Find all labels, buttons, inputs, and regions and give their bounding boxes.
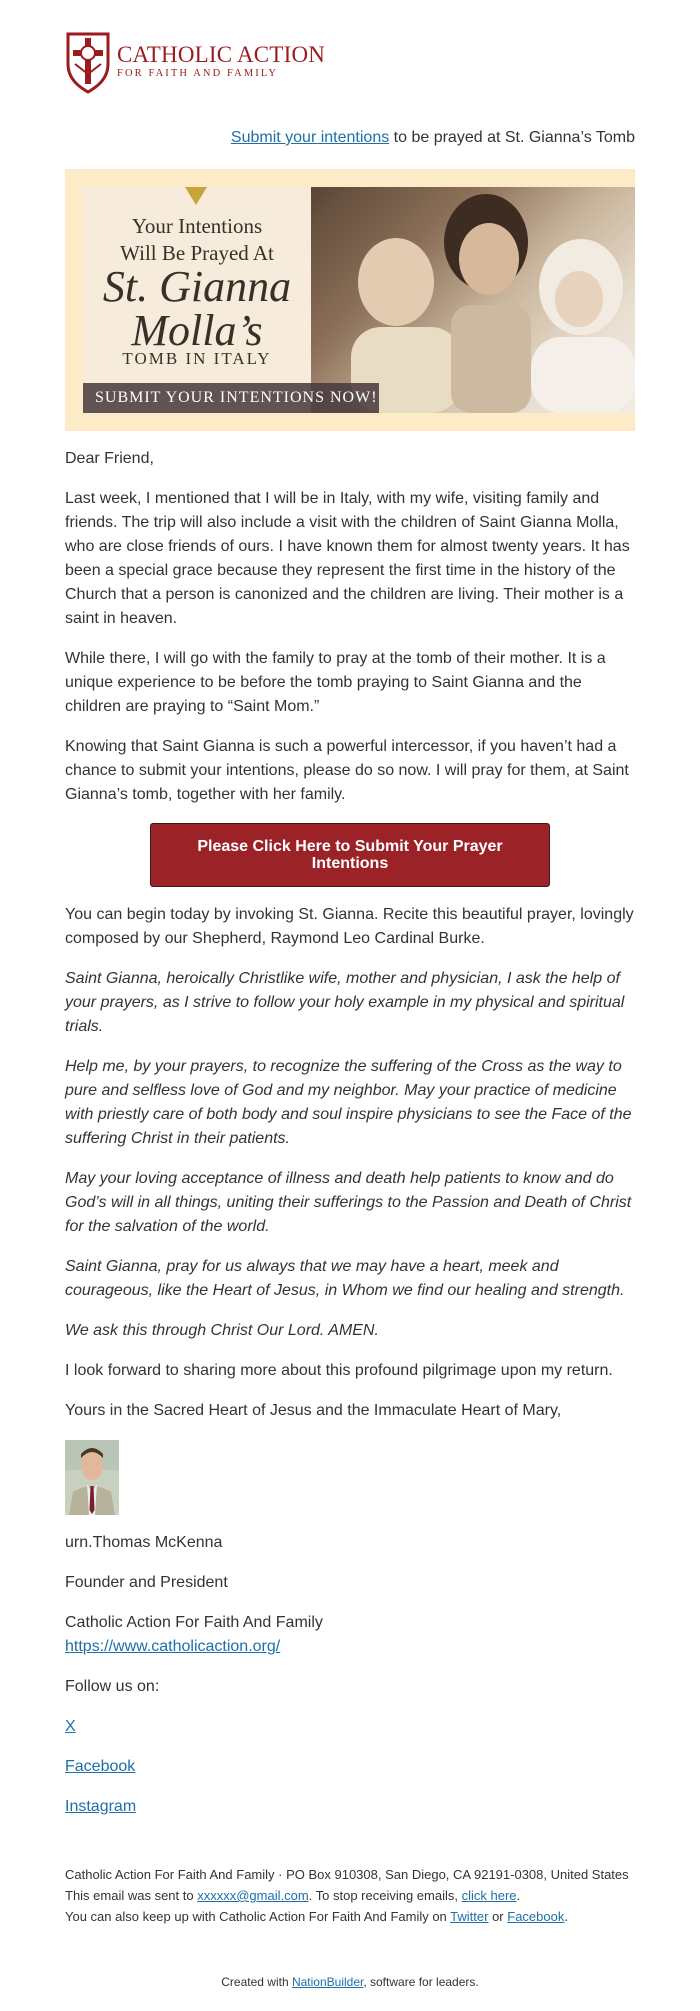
banner-cta[interactable]: SUBMIT YOUR INTENTIONS NOW! (83, 383, 379, 413)
banner-script1: St. Gianna (102, 262, 292, 311)
banner-saint-name (83, 262, 311, 355)
intentions-banner[interactable] (65, 169, 635, 431)
signature-name: urn.Thomas McKenna (65, 1534, 223, 1551)
footer-sent-line: This email was sent to xxxxxx@gmail.com. To stop receiving emails, click here. (65, 1888, 521, 1903)
banner-line2: Will Be Prayed At (120, 241, 274, 265)
banner-line1: Your Intentions (131, 214, 263, 238)
paragraph-5: I look forward to sharing more about this profound pilgrimage upon my return. (65, 1362, 613, 1379)
submit-intentions-link[interactable]: Submit your intentions (230, 129, 390, 146)
footer (65, 1864, 635, 1927)
prayer-paragraph-2: Help me, by your prayers, to recognize the suffering of the Cross as the way to pure and selfless love of God and my neighbor. May your practice of medicine with priestly care of both body and soul inspire physicians to see the Face of the suffering Christ in their patients. (65, 1058, 632, 1147)
footer-facebook-link[interactable]: Facebook (507, 1909, 565, 1924)
banner-photo (311, 187, 635, 413)
signature-org: Catholic Action For Faith And Family (65, 1614, 323, 1631)
recipient-email-link[interactable]: xxxxxx@gmail.com (197, 1888, 309, 1903)
facebook-link[interactable]: Facebook (65, 1758, 136, 1775)
paragraph-2: While there, I will go with the family to pray at the tomb of their mother. It is a unique experience to be before the tomb praying to Saint Gianna and the children are praying to “Saint Mom.” (65, 650, 606, 715)
twitter-link[interactable]: Twitter (450, 1909, 489, 1924)
created-with-line: Created with NationBuilder, software for leaders. (221, 1975, 479, 1989)
prayer-paragraph-3: May your loving acceptance of illness and death help patients to know and do God’s will in all things, uniting their sufferings to the Passion and Death of Christ for the salvation of the world. (65, 1170, 632, 1235)
unsubscribe-link[interactable]: click here (461, 1888, 517, 1903)
logo-subtitle: FOR FAITH AND FAMILY (117, 68, 279, 79)
banner-script2: Molla’s (131, 306, 263, 355)
prayer-paragraph-4: Saint Gianna, pray for us always that we may have a heart, meek and courageous, like the Heart of Jesus, in Whom we find our healing and strength. (65, 1258, 625, 1299)
website-link[interactable]: https://www.catholicaction.org/ (65, 1638, 281, 1655)
banner-heading (83, 213, 311, 267)
banner-line3: TOMB IN ITALY (122, 349, 272, 368)
nationbuilder-link[interactable]: NationBuilder (291, 1975, 364, 1989)
prayer-paragraph-1: Saint Gianna, heroically Christlike wife, mother and physician, I ask the help of your prayers, as I strive to follow your holy example in my physical and spiritual trials. (65, 970, 625, 1035)
paragraph-1: Last week, I mentioned that I will be in Italy, with my wife, visiting family and friends. The trip will also include a visit with the children of Saint Gianna Molla, who are close friends of ours. I have known them for almost twenty years. It has been a special grace because they represent the first time in the history of the Church that a person is canonized and the children are living. Their mother is a saint in heaven. (65, 490, 630, 627)
closing: Yours in the Sacred Heart of Jesus and the Immaculate Heart of Mary, (65, 1402, 562, 1419)
intentions-line (65, 129, 635, 147)
signature-title: Founder and President (65, 1574, 228, 1591)
logo[interactable] (65, 30, 325, 94)
prayer-amen: We ask this through Christ Our Lord. AMEN. (65, 1322, 379, 1339)
x-link[interactable]: X (65, 1718, 76, 1735)
paragraph-4: You can begin today by invoking St. Gianna. Recite this beautiful prayer, lovingly composed by our Shepherd, Raymond Leo Cardinal Burke. (65, 906, 634, 947)
logo-title: CATHOLIC ACTION (117, 42, 326, 67)
paragraph-3: Knowing that Saint Gianna is such a powerful intercessor, if you haven’t had a chance to submit your intentions, please do so now. I will pray for them, at Saint Gianna’s tomb, together with her family. (65, 738, 629, 803)
shield-cross-icon (65, 30, 111, 94)
greeting: Dear Friend, (65, 450, 154, 467)
instagram-link[interactable]: Instagram (65, 1798, 137, 1815)
avatar (65, 1440, 119, 1515)
footer-keep-up-line: You can also keep up with Catholic Action For Faith And Family on Twitter or Facebook. (65, 1909, 568, 1924)
submit-prayer-intentions-button[interactable]: Please Click Here to Submit Your Prayer Intentions (150, 823, 550, 887)
follow-us-label: Follow us on: (65, 1678, 160, 1695)
intentions-line-text: to be prayed at St. Gianna’s Tomb (389, 129, 635, 146)
banner-arrow-decoration (185, 187, 207, 205)
footer-address: Catholic Action For Faith And Family · PO Box 910308, San Diego, CA 92191-0308, United States (65, 1867, 629, 1882)
